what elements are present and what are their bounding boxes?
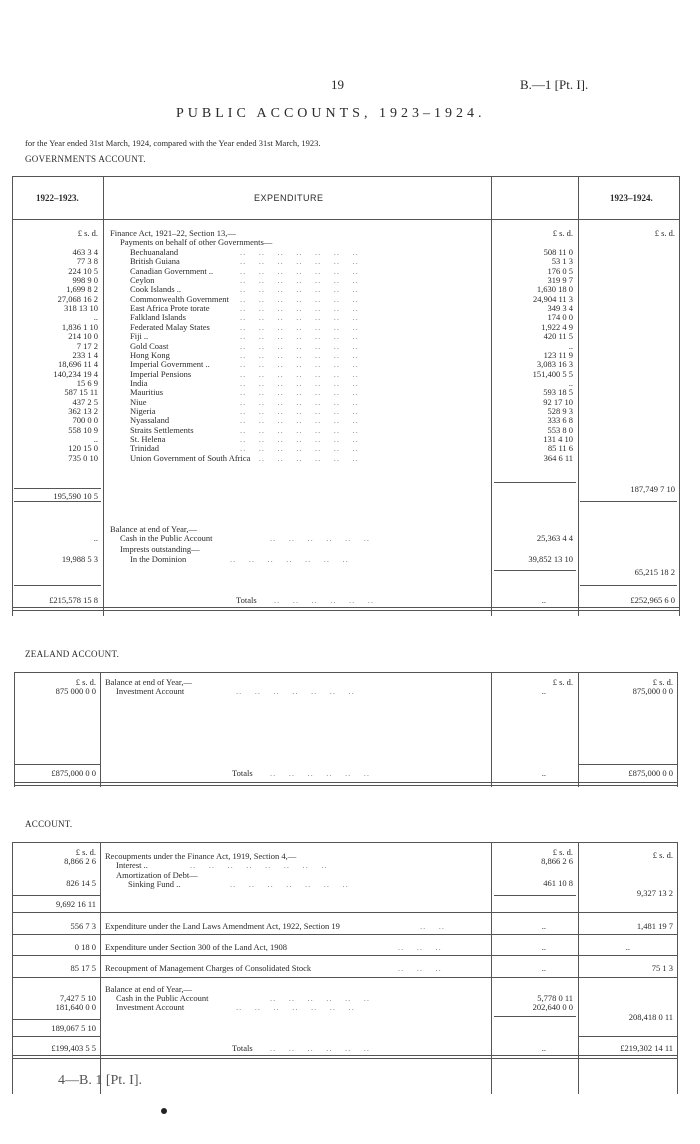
row-prev-amount: 224 10 5: [68, 265, 98, 276]
row-prev-amount: 7 17 2: [76, 340, 98, 351]
recoupments-heading: Recoupments under the Finance Act, 1919, Section 4,—: [105, 851, 297, 861]
leader-dots: .. .. .. .. .. .. ..: [240, 415, 359, 426]
interest-label: Interest ..: [116, 860, 148, 870]
row-curr-amount: 528 9 3: [547, 405, 573, 416]
leader-dots: .. .. .. .. .. .. ..: [240, 321, 359, 332]
leader-dots: .. .. .. .. .. .. ..: [240, 284, 359, 295]
row-prev-amount: 1,836 1 10: [61, 321, 98, 332]
lsd-label: £ s. d.: [654, 228, 675, 238]
row-curr-amount: 131 4 10: [543, 434, 573, 444]
lsd-label: £ s. d.: [652, 850, 673, 860]
row-prev-amount: 77 3 8: [76, 256, 98, 267]
row-curr-amount: ..: [568, 340, 573, 351]
row-prev-amount: 27,068 16 2: [57, 293, 98, 304]
row-label: Fiji ..: [130, 331, 149, 342]
row-curr-amount: 420 11 5: [543, 331, 573, 342]
dominion-label: In the Dominion: [130, 554, 187, 564]
row-prev-amount: 18,696 11 4: [57, 359, 98, 370]
row-prev-amount: 318 13 10: [64, 303, 98, 314]
row-curr-amount: 92 17 10: [543, 396, 573, 407]
totals-label: Totals: [232, 1043, 253, 1053]
leader-dots: .. .. .. .. .. .. ..: [240, 368, 359, 379]
row-prev-amount: 233 1 4: [72, 349, 98, 360]
leader-dots: .. .. .. .. .. .. ..: [240, 349, 359, 360]
leader-dots: .. .. .. .. .. .. ..: [240, 452, 359, 463]
row-curr-amount: 1,630 18 0: [536, 284, 573, 295]
sinking-label: Sinking Fund ..: [128, 879, 181, 889]
leader-dots: .. .. .. .. .. .. ..: [240, 312, 359, 323]
sinking-prev: 826 14 5: [66, 878, 96, 888]
row-label: Union Government of South Africa: [130, 452, 251, 463]
subtotal-prev: 9,692 16 11: [55, 899, 96, 909]
row-curr-amount: 1,922 4 9: [541, 321, 573, 332]
lsd-label: £ s. d.: [75, 847, 96, 857]
row-curr-amount: 508 11 0: [543, 247, 573, 257]
row-prev-amount: 437 2 5: [72, 396, 98, 407]
row-label: Imperial Pensions: [130, 368, 192, 379]
investment-curr: 202,640 0 0: [532, 1002, 573, 1012]
row-curr-amount: 349 3 4: [547, 303, 573, 314]
row-label: Federated Malay States: [130, 321, 210, 332]
balance-heading: Balance at end of Year,—: [110, 524, 197, 534]
row-curr-amount: 553 8 0: [547, 424, 573, 435]
totals-label: Totals: [232, 768, 253, 778]
investment-label: Investment Account: [116, 686, 185, 696]
row-prev-amount: ..: [93, 312, 98, 323]
imprests-heading: Imprests outstanding—: [120, 544, 200, 554]
land-curr: 1,481 19 7: [636, 921, 673, 931]
leader-dots: .. .. .. .. .. .. ..: [240, 434, 359, 444]
row-label: British Guiana: [130, 256, 180, 267]
row-label: Falkland Islands: [130, 312, 186, 323]
recoupment-mgmt-label: Recoupment of Management Charges of Consolidated Stock: [105, 963, 312, 973]
total-prev: £875,000 0 0: [51, 768, 96, 778]
investment-curr: 875,000 0 0: [632, 686, 673, 696]
lsd-label: £ s. d.: [77, 228, 98, 238]
row-label: Trinidad: [130, 443, 159, 454]
total-curr: £875,000 0 0: [628, 768, 673, 778]
sec300-prev: 0 18 0: [74, 942, 96, 952]
row-curr-amount: 174 0 0: [547, 312, 573, 323]
leader-dots: .. .. .. .. .. .. ..: [240, 377, 359, 388]
row-curr-amount: 593 18 5: [543, 387, 573, 398]
subtotal-prev: 195,590 10 5: [53, 491, 98, 501]
section-title: ZEALAND ACCOUNT.: [25, 649, 120, 659]
column-header-expenditure: EXPENDITURE: [254, 193, 324, 203]
recoupment-mgmt-curr: 75 1 3: [651, 963, 673, 973]
row-label: Mauritius: [130, 387, 164, 398]
row-curr-amount: 53 1 3: [551, 256, 573, 267]
section-title: GOVERNMENTS ACCOUNT.: [25, 154, 146, 164]
lsd-label: £ s. d.: [552, 847, 573, 857]
row-label: Niue: [130, 396, 147, 407]
dominion-prev: 19,988 5 3: [61, 554, 98, 564]
leader-dots: .. .. .. .. .. .. ..: [240, 247, 359, 257]
row-prev-amount: 700 0 0: [72, 415, 98, 426]
section-heading: Finance Act, 1921–22, Section 13,—: [110, 228, 236, 238]
balance-total: 65,215 18 2: [634, 567, 675, 577]
row-label: Ceylon: [130, 275, 155, 286]
dominion-curr: 39,852 13 10: [528, 554, 573, 564]
leader-dots: .. .. .. .. .. .. ..: [240, 256, 359, 267]
land-prev: 556 7 3: [70, 921, 96, 931]
investment-prev: 875 000 0 0: [55, 686, 96, 696]
total-curr: £252,965 6 0: [630, 595, 675, 605]
interest-prev: 8,866 2 6: [64, 856, 96, 866]
total-mid: ..: [541, 768, 546, 778]
interest-curr: 8,866 2 6: [541, 856, 573, 866]
page-subtitle: for the Year ended 31st March, 1924, compared with the Year ended 31st March, 1923.: [25, 138, 321, 148]
cash-curr: 25,363 4 4: [536, 533, 573, 543]
balance-total-prev: 189,067 5 10: [51, 1023, 96, 1033]
total-prev: £215,578 15 8: [49, 595, 98, 605]
row-curr-amount: 364 6 11: [543, 452, 573, 463]
total-curr-mid: ..: [541, 595, 546, 605]
leader-dots: .. .. .. .. .. .. ..: [240, 275, 359, 286]
row-label: Canadian Government ..: [130, 265, 214, 276]
row-label: Nigeria: [130, 405, 156, 416]
sec300-label: Expenditure under Section 300 of the Land Act, 1908: [105, 942, 287, 952]
total-mid: ..: [541, 1043, 546, 1053]
balance-heading: Balance at end of Year,—: [105, 677, 192, 687]
row-label: East Africa Prote torate: [130, 303, 210, 314]
cash-prev: 7,427 5 10: [59, 993, 96, 1003]
row-label: Cook Islands ..: [130, 284, 181, 295]
row-prev-amount: 15 6 9: [76, 377, 98, 388]
leader-dots: .. .. .. .. .. .. ..: [240, 340, 359, 351]
sec300-curr: ..: [625, 942, 630, 952]
row-curr-amount: 3,083 16 3: [536, 359, 573, 370]
leader-dots: .. .. .. .. .. .. ..: [240, 331, 359, 342]
leader-dots: .. .. .. .. .. .. ..: [240, 265, 359, 276]
total-curr: £219,302 14 11: [620, 1043, 673, 1053]
leader-dots: .. .. .. .. .. .. ..: [240, 405, 359, 416]
land-mid: ..: [541, 921, 546, 931]
row-label: Straits Settlements: [130, 424, 194, 435]
row-label: Imperial Government ..: [130, 359, 210, 370]
column-header-prev-year: 1922–1923.: [36, 193, 79, 203]
total-prev: £199,403 5 5: [51, 1043, 96, 1053]
balance-heading: Balance at end of Year,—: [105, 984, 192, 994]
leader-dots: .. .. .. .. .. .. ..: [240, 424, 359, 435]
row-prev-amount: 140,234 19 4: [53, 368, 98, 379]
amortization-heading: Amortization of Debt—: [116, 870, 198, 880]
row-curr-amount: 24,904 11 3: [532, 293, 573, 304]
balance-total-curr: 208,418 0 11: [628, 1012, 673, 1022]
row-prev-amount: 1,699 8 2: [66, 284, 98, 295]
row-prev-amount: 587 15 11: [64, 387, 98, 398]
cash-prev: ..: [93, 533, 98, 543]
row-label: Commonwealth Government: [130, 293, 229, 304]
page-title: PUBLIC ACCOUNTS, 1923–1924.: [176, 106, 486, 121]
recoupment-mgmt-mid: ..: [541, 963, 546, 973]
row-prev-amount: ..: [93, 434, 98, 444]
row-curr-amount: 85 11 6: [547, 443, 573, 454]
row-curr-amount: ..: [568, 377, 573, 388]
row-prev-amount: 214 10 0: [68, 331, 98, 342]
sec300-mid: ..: [541, 942, 546, 952]
section-subheading: Payments on behalf of other Governments—: [120, 237, 273, 247]
cash-curr: 5,778 0 11: [537, 993, 573, 1003]
document-reference: B.—1 [Pt. I].: [520, 77, 589, 92]
leader-dots: .. .. .. .. .. .. ..: [240, 359, 359, 370]
column-header-curr-year: 1923–1924.: [610, 193, 653, 203]
recoupment-mgmt-prev: 85 17 5: [70, 963, 96, 973]
row-prev-amount: 735 0 10: [68, 452, 98, 463]
row-curr-amount: 176 0 5: [547, 265, 573, 276]
row-curr-amount: 151,400 5 5: [532, 368, 573, 379]
row-prev-amount: 120 15 0: [68, 443, 98, 454]
investment-label: Investment Account: [116, 1002, 185, 1012]
row-label: Hong Kong: [130, 349, 170, 360]
row-curr-amount: 319 9 7: [547, 275, 573, 286]
investment-prev: 181,640 0 0: [55, 1002, 96, 1012]
signature-mark: 4—B. 1 [Pt. I].: [58, 1073, 142, 1088]
row-prev-amount: 362 13 2: [68, 405, 98, 416]
row-label: Bechuanaland: [130, 247, 179, 257]
leader-dots: .. .. .. .. .. .. ..: [240, 387, 359, 398]
row-label: St. Helena: [130, 434, 166, 444]
row-curr-amount: 333 6 8: [547, 415, 573, 426]
sinking-curr: 461 10 8: [543, 878, 573, 888]
investment-mid: ..: [541, 686, 546, 696]
row-label: Gold Coast: [130, 340, 169, 351]
lsd-label: £ s. d.: [552, 677, 573, 687]
row-prev-amount: 558 10 9: [68, 424, 98, 435]
leader-dots: .. .. .. .. .. .. ..: [240, 396, 359, 407]
row-label: Nyassaland: [130, 415, 170, 426]
page-number: 19: [331, 77, 344, 92]
section-title: ACCOUNT.: [25, 819, 73, 829]
ink-dot: [161, 1108, 167, 1114]
totals-label: Totals: [236, 595, 257, 605]
row-curr-amount: 123 11 9: [543, 349, 573, 360]
leader-dots: .. .. .. .. .. .. ..: [240, 443, 359, 454]
row-prev-amount: 998 9 0: [72, 275, 98, 286]
cash-label: Cash in the Public Account: [116, 993, 209, 1003]
cash-label: Cash in the Public Account: [120, 533, 213, 543]
lsd-label: £ s. d.: [652, 677, 673, 687]
row-prev-amount: 463 3 4: [72, 247, 98, 257]
lsd-label: £ s. d.: [75, 677, 96, 687]
subtotal-curr: 187,749 7 10: [630, 484, 675, 494]
land-label: Expenditure under the Land Laws Amendment Act, 1922, Section 19: [105, 921, 340, 931]
lsd-label: £ s. d.: [552, 228, 573, 238]
leader-dots: .. .. .. .. .. .. ..: [240, 293, 359, 304]
subtotal-curr: 9,327 13 2: [636, 888, 673, 898]
row-label: India: [130, 377, 148, 388]
leader-dots: .. .. .. .. .. .. ..: [240, 303, 359, 314]
